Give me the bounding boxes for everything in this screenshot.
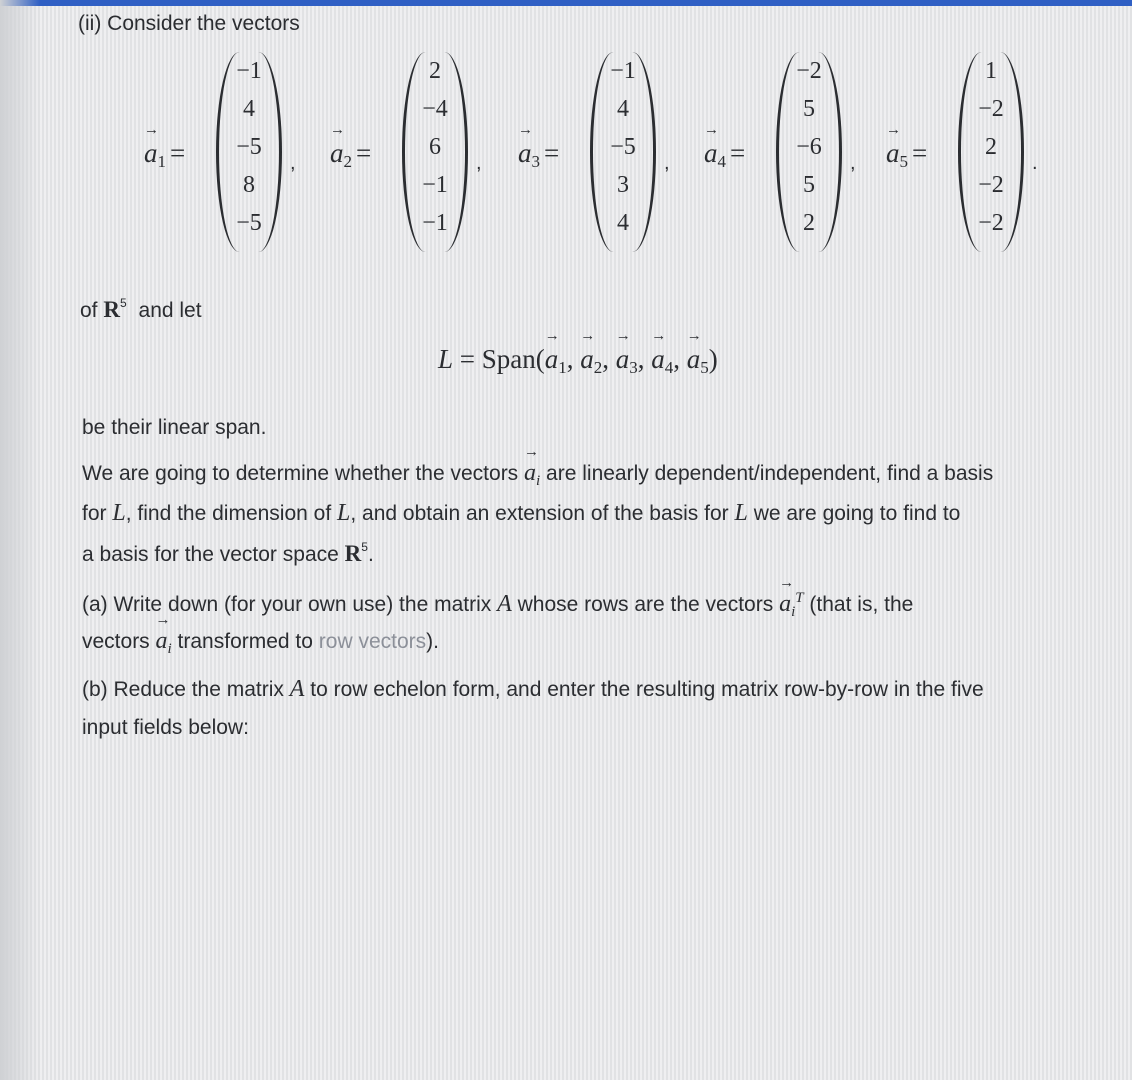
vec-a-i: → $a_i$ xyxy=(156,628,172,654)
L-symbol: L xyxy=(734,500,748,526)
matrix-entry: 5 xyxy=(803,96,815,122)
part-b-line-2: input fields below: xyxy=(82,716,249,739)
matrix-entry: −1 xyxy=(422,210,448,236)
column-vector-matrix xyxy=(958,52,1024,252)
matrix-entry: 5 xyxy=(803,172,815,198)
matrix-entry: −1 xyxy=(610,58,636,84)
span-args: → $a_1$, → $a_2$, → $a_3$, → $a_4$, → $a_5$ xyxy=(545,344,709,374)
vector-index: 3 xyxy=(531,152,540,171)
matrix-entry: −1 xyxy=(422,172,448,198)
vector-separator: . xyxy=(1032,152,1038,174)
matrix-entry: −1 xyxy=(236,58,262,84)
vector-symbol: → a xyxy=(330,138,344,169)
span-arg: → $a_2$ xyxy=(580,344,602,374)
and-let-text: and let xyxy=(138,299,202,322)
intro-line-3: a basis for the vector space $R^5$. xyxy=(82,540,374,566)
part-a-text-1b: whose rows are the vectors xyxy=(517,593,774,616)
matrix-entry: −4 xyxy=(422,96,448,122)
vector-symbol: → a xyxy=(886,138,900,169)
vector-label: → $a_5$ = xyxy=(886,138,927,172)
vector-symbol: → a xyxy=(144,138,158,169)
matrix-entry: 6 xyxy=(429,134,441,160)
r-symbol: R xyxy=(344,541,362,566)
vector-label: → $a_1$ = xyxy=(144,138,185,172)
matrix-entry: −5 xyxy=(236,210,262,236)
matrix-A-symbol: A xyxy=(497,591,512,617)
vector-index: 2 xyxy=(343,152,352,171)
part-b-line-1 xyxy=(82,676,984,703)
vector-separator: , xyxy=(476,152,482,174)
span-arg: → $a_1$ xyxy=(545,344,567,374)
column-vector-matrix xyxy=(776,52,842,252)
matrix-entry: −2 xyxy=(978,172,1004,198)
column-vector-matrix xyxy=(402,52,468,252)
matrix-entry: −5 xyxy=(236,134,262,160)
matrix-entry: 4 xyxy=(617,210,629,236)
part-a-text-2d: ). xyxy=(426,630,439,653)
matrix-entry: 2 xyxy=(803,210,815,236)
part-a-line-1 xyxy=(82,590,913,621)
span-equation: L = Span(→ $a_1$, → $a_2$, → $a_3$, → $a_4$, → $a_5$) xyxy=(438,344,718,378)
vector-separator: , xyxy=(664,152,670,174)
part-a-text-2a: vectors xyxy=(82,630,150,653)
linear-span-text: be their linear span. xyxy=(82,416,267,439)
L-symbol: L xyxy=(112,500,126,526)
r-symbol: R xyxy=(103,297,120,322)
intro-text-2a: for xyxy=(82,502,107,525)
span-arg: → $a_3$ xyxy=(616,344,638,374)
matrix-entry: −2 xyxy=(978,210,1004,236)
vector-label: → $a_2$ = xyxy=(330,138,371,172)
matrix-entry: −2 xyxy=(978,96,1004,122)
column-vector-matrix xyxy=(216,52,282,252)
vector-symbol: → a xyxy=(704,138,718,169)
part-a-text-2b: transformed to xyxy=(177,630,313,653)
span-arg: → $a_5$ xyxy=(687,344,709,374)
part-a-text-1c: (that is, the xyxy=(809,593,914,616)
span-equals: = xyxy=(459,344,476,374)
r-exponent: 5 xyxy=(119,296,127,310)
matrix-entry: 4 xyxy=(243,96,255,122)
intro-text-1b: are linearly dependent/independent, find a basis xyxy=(546,462,994,485)
row-vectors-term: row vectors xyxy=(318,630,427,653)
span-arg: → $a_4$ xyxy=(651,344,673,374)
vec-a-i-transpose: → $a_i^T$ xyxy=(779,591,804,617)
vector-index: 4 xyxy=(717,152,726,171)
part-a-line-2 xyxy=(82,628,439,658)
vector-label: → $a_3$ = xyxy=(518,138,559,172)
intro-text-2c: , and obtain an extension of the basis for xyxy=(350,502,729,525)
intro-line-2 xyxy=(82,500,960,527)
vector-separator: , xyxy=(290,152,296,174)
vector-index: 1 xyxy=(157,152,166,171)
matrix-entry: −2 xyxy=(796,58,822,84)
intro-text-2d: we are going to find to xyxy=(753,502,961,525)
span-lhs: L xyxy=(438,344,454,374)
intro-line-1 xyxy=(82,460,993,490)
of-r5-line xyxy=(80,296,202,323)
span-func: Span xyxy=(481,344,536,374)
matrix-entry: 3 xyxy=(617,172,629,198)
matrix-entry: 2 xyxy=(985,134,997,160)
matrix-entry: 8 xyxy=(243,172,255,198)
part-b-text-1a: (b) Reduce the matrix xyxy=(82,678,284,701)
vec-a-i: → $a_i$ xyxy=(524,460,540,486)
r-exponent: 5 xyxy=(361,540,368,554)
part-b-text-1b: to row echelon form, and enter the resulting matrix row-by-row in the five xyxy=(310,678,984,701)
matrix-entry: 4 xyxy=(617,96,629,122)
vector-symbol: → a xyxy=(518,138,532,169)
vector-index: 5 xyxy=(899,152,908,171)
matrix-entry: 2 xyxy=(429,58,441,84)
vector-separator: , xyxy=(850,152,856,174)
matrix-entry: −6 xyxy=(796,134,822,160)
vector-label: → $a_4$ = xyxy=(704,138,745,172)
L-symbol: L xyxy=(337,500,351,526)
problem-heading: (ii) Consider the vectors xyxy=(78,12,300,35)
intro-text-3: a basis for the vector space xyxy=(82,543,339,566)
of-text: of xyxy=(80,299,98,322)
matrix-entry: −5 xyxy=(610,134,636,160)
intro-text-1a: We are going to determine whether the vectors xyxy=(82,462,519,485)
part-a-text-1a: (a) Write down (for your own use) the matrix xyxy=(82,593,492,616)
column-vector-matrix xyxy=(590,52,656,252)
matrix-A-symbol: A xyxy=(289,676,305,702)
intro-text-2b: , find the dimension of xyxy=(125,502,332,525)
matrix-entry: 1 xyxy=(985,58,997,84)
